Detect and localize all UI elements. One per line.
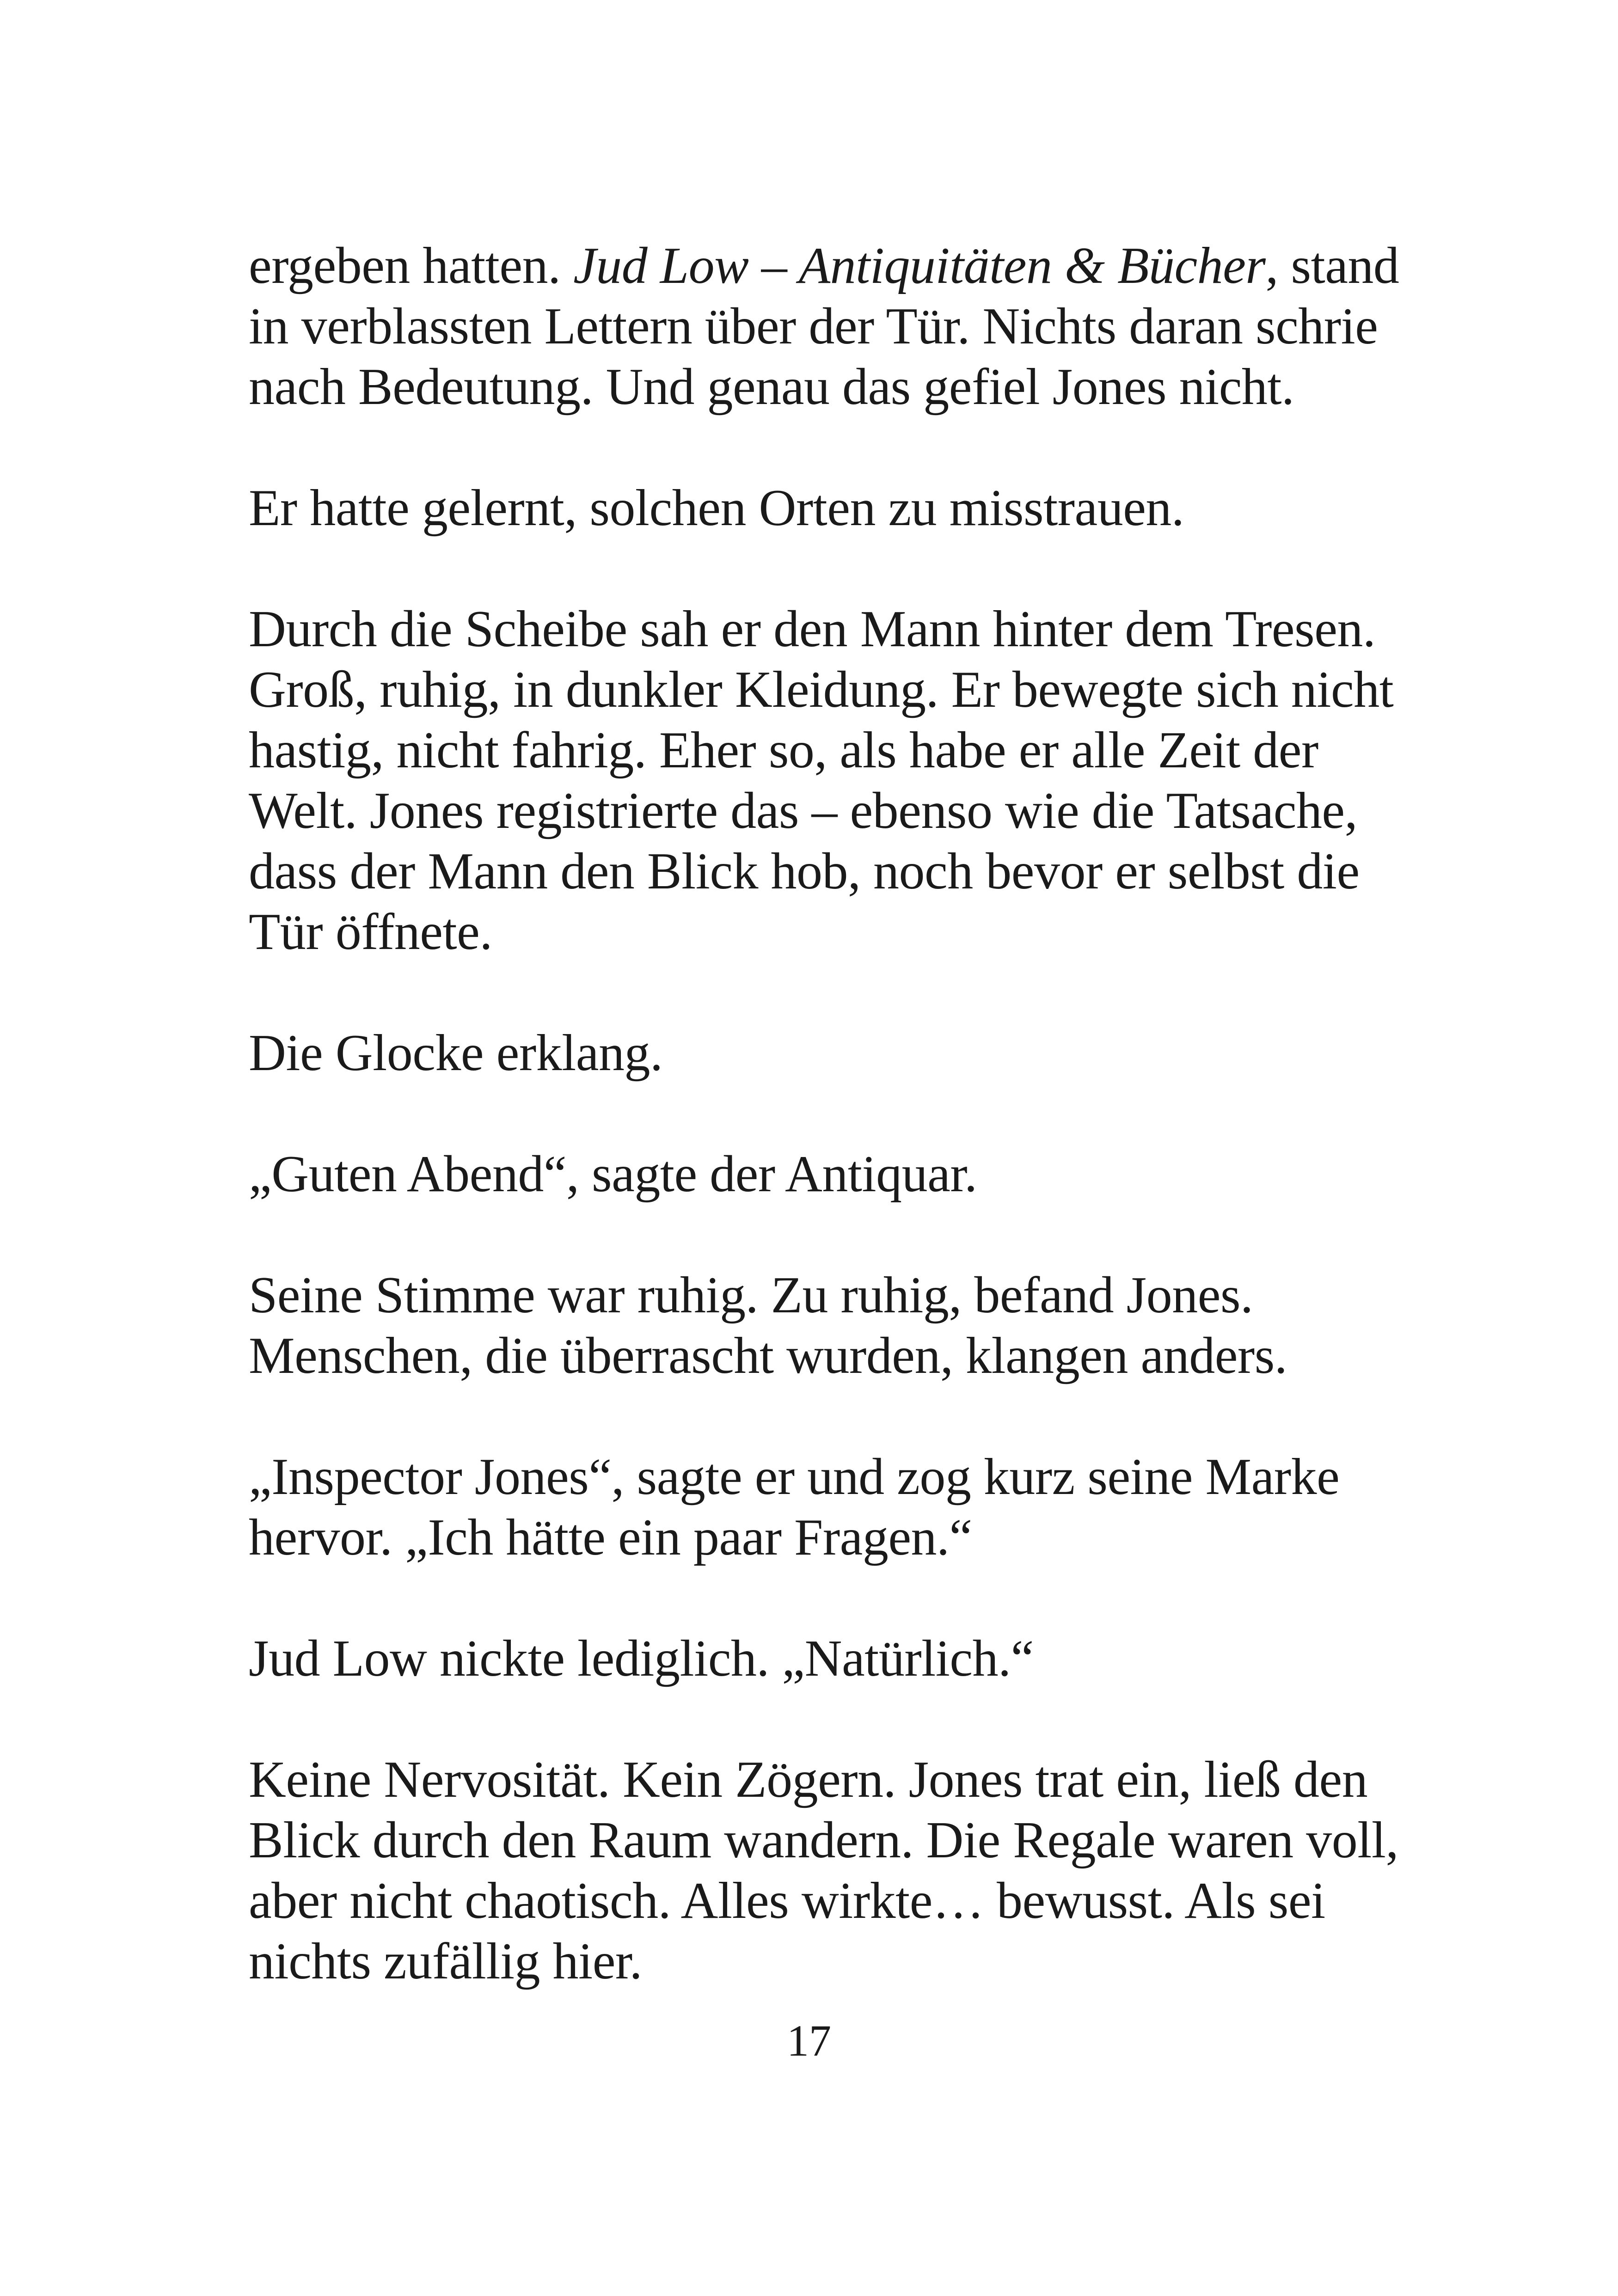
page-number: 17 — [787, 2016, 831, 2065]
paragraph-1 — [249, 236, 1432, 417]
paragraph-1-text-b: , stand in verblassten Lettern über der Tür. Nichts daran schrie nach Bedeutung. Und genau das gefiel Jones nicht. — [249, 237, 1399, 416]
paragraph-1-text-a: ergeben hatten. — [249, 237, 574, 294]
paragraph-4: Die Glocke erklang. — [249, 1024, 663, 1082]
paragraph-5: „Guten Abend“, sagte der Antiquar. — [249, 1145, 977, 1203]
shop-sign-title: Jud Low – Antiquitäten & Bücher — [573, 237, 1266, 294]
paragraph-8: Jud Low nickte lediglich. „Natürlich.“ — [249, 1630, 1034, 1687]
paragraph-6: Seine Stimme war ruhig. Zu ruhig, befand Jones. Menschen, die überrascht wurden, klangen anders. — [249, 1267, 1287, 1384]
paragraph-3: Durch die Scheibe sah er den Mann hinter dem Tresen. Groß, ruhig, in dunkler Kleidung. Er bewegte sich nicht hastig, nicht fahrig. Eher so, als habe er alle Zeit der Welt. Jones registrierte das – ebenso wie die Tatsache, dass der Mann den Blick hob, noch bevor er selbst die Tür öffnete. — [249, 600, 1394, 961]
paragraph-7: „Inspector Jones“, sagte er und zog kurz seine Marke hervor. „Ich hätte ein paar Fragen.“ — [249, 1448, 1340, 1566]
paragraph-2: Er hatte gelernt, solchen Orten zu misstrauen. — [249, 479, 1184, 537]
body-text — [249, 236, 1432, 1992]
paragraph-9: Keine Nervosität. Kein Zögern. Jones trat ein, ließ den Blick durch den Raum wandern. Die Regale waren voll, aber nicht chaotisch. Alles wirkte… bewusst. Als sei nichts zufällig hier. — [249, 1751, 1398, 1990]
